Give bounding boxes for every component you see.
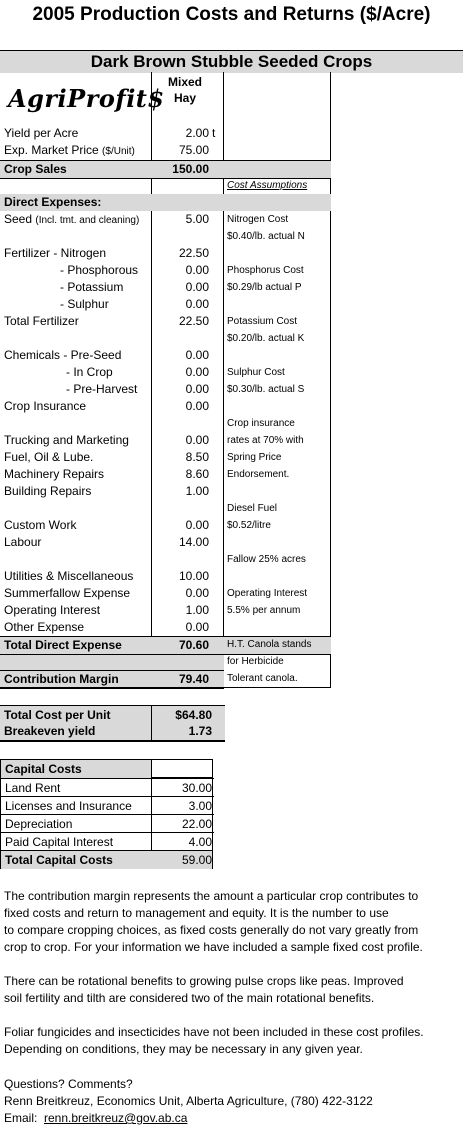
note-line: Nitrogen Cost	[227, 214, 289, 225]
row-label: - Phosphorous	[60, 263, 139, 277]
note-line: Sulphur Cost	[227, 367, 285, 378]
capital-row	[1, 814, 214, 833]
note-line: $0.29/lb actual P	[227, 282, 302, 293]
paragraph-line: There can be rotational benefits to growing pulse crops like peas. Improved	[4, 974, 404, 988]
page-subtitle: Dark Brown Stubble Seeded Crops	[0, 50, 463, 73]
row-label: Machinery Repairs	[4, 467, 105, 481]
note-line: $0.20/lb. actual K	[227, 333, 305, 344]
capital-costs-table	[0, 759, 213, 869]
row-label: Labour	[4, 535, 42, 549]
summary-label: Total Cost per Unit	[4, 708, 111, 722]
paragraph-line: crop to crop. For your information we have included a sample fixed cost profile.	[4, 940, 423, 954]
column-header-line2: Hay	[173, 91, 196, 105]
summary-label: Breakeven yield	[4, 724, 96, 738]
row-label: Yield per Acre	[4, 126, 79, 140]
note-line: $0.40/lb. actual N	[227, 231, 305, 242]
note-line: Spring Price	[227, 452, 282, 463]
row-value: 22.50	[178, 246, 209, 260]
note-line: $0.30/lb. actual S	[227, 384, 305, 395]
row-value: 0.00	[185, 348, 209, 362]
note-line: 5.5% per annum	[227, 605, 301, 616]
row-building-repairs	[0, 483, 331, 500]
contact-block	[4, 1076, 460, 1127]
note-line: Operating Interest	[227, 588, 308, 599]
capital-header-label: Capital Costs	[5, 762, 82, 776]
paragraph-line: Foliar fungicides and insecticides have not been included in these cost profiles.	[4, 1025, 424, 1039]
capital-total-label: Total Capital Costs	[5, 853, 113, 867]
contact-line1: Questions? Comments?	[4, 1077, 133, 1091]
row-market-price	[0, 142, 331, 159]
row-value: 5.00	[185, 212, 209, 226]
cost-assumptions-header: Cost Assumptions	[227, 180, 308, 191]
row-value: 0.00	[185, 620, 209, 634]
capital-total-row	[1, 850, 212, 869]
contact-line2: Renn Breitkreuz, Economics Unit, Alberta Agriculture, (780) 422-3122	[4, 1094, 373, 1108]
contact-email-line	[4, 1110, 460, 1127]
paragraph-line: to compare cropping choices, as fixed costs generally do not vary greatly from	[4, 923, 419, 937]
paragraph-rotational-benefits	[4, 973, 460, 1007]
column-header-line1: Mixed	[167, 75, 202, 89]
paragraph-line: soil fertility and tilth are considered two of the main rotational benefits.	[4, 991, 375, 1005]
row-chemicals-preseed	[0, 347, 331, 364]
capital-row-label: Licenses and Insurance	[5, 799, 132, 813]
row-label-note: ($/Unit)	[102, 146, 135, 157]
note-line: Diesel Fuel	[227, 503, 278, 514]
row-value: 79.40	[178, 672, 209, 686]
row-value: 70.60	[178, 638, 209, 652]
row-label: Building Repairs	[4, 484, 92, 498]
email-link[interactable]: renn.breitkreuz@gov.ab.ca	[44, 1111, 188, 1125]
row-label: Operating Interest	[4, 603, 101, 617]
row-label: - Pre-Harvest	[66, 382, 138, 396]
summary-row	[0, 707, 225, 723]
note-line: Crop insurance	[227, 418, 295, 429]
row-value: 8.50	[185, 450, 209, 464]
note-line: Endorsement.	[227, 469, 290, 480]
page-title: 2005 Production Costs and Returns ($/Acre)	[32, 4, 431, 25]
note-line: for Herbicide	[227, 656, 284, 667]
paragraph-line: fixed costs and return to management and equity. It is the number to use	[4, 906, 389, 920]
row-label: Fuel, Oil & Lube.	[4, 450, 94, 464]
row-label: Custom Work	[4, 518, 77, 532]
row-direct-expenses-header	[0, 194, 331, 211]
row-value: 0.00	[185, 297, 209, 311]
paragraph-line: Depending on conditions, they may be necessary in any given year.	[4, 1042, 363, 1056]
row-label: - Sulphur	[60, 297, 109, 311]
summary-row	[0, 723, 225, 739]
capital-row	[1, 832, 214, 851]
row-value: 75.00	[178, 143, 209, 157]
row-label: - Potassium	[60, 280, 124, 294]
row-value: 10.00	[178, 569, 209, 583]
note-line: rates at 70% with	[227, 435, 304, 446]
row-sulphur	[0, 296, 331, 313]
capital-row-value: 3.00	[188, 799, 212, 813]
paragraph-fungicides	[4, 1024, 460, 1058]
note-line: Tolerant canola.	[227, 673, 298, 684]
row-unit: t	[212, 126, 216, 140]
row-yield	[0, 125, 331, 142]
capital-row-value: 4.00	[188, 835, 212, 849]
row-value: 0.00	[185, 518, 209, 532]
note-line: Potassium Cost	[227, 316, 298, 327]
capital-row-value: 30.00	[181, 781, 212, 795]
note-line: Phosphorus Cost	[227, 265, 304, 276]
summary-value: $64.80	[175, 708, 212, 722]
note-line: $0.52/litre	[227, 520, 271, 531]
capital-row-label: Land Rent	[5, 781, 61, 795]
row-label: Crop Sales	[4, 162, 67, 176]
note-line: Fallow 25% acres	[227, 554, 306, 565]
row-label: Fertilizer - Nitrogen	[4, 246, 107, 260]
row-label: Contribution Margin	[4, 672, 119, 686]
email-label: Email:	[4, 1111, 38, 1125]
row-value: 0.00	[185, 280, 209, 294]
summary-table	[0, 705, 225, 742]
row-value: 0.00	[185, 382, 209, 396]
row-label: Chemicals - Pre-Seed	[4, 348, 122, 362]
row-value: 0.00	[185, 399, 209, 413]
capital-total-value: 59.00	[181, 853, 212, 867]
summary-value: 1.73	[188, 724, 212, 738]
row-value: 0.00	[185, 586, 209, 600]
row-label: Utilities & Miscellaneous	[4, 569, 134, 583]
row-value: 0.00	[185, 263, 209, 277]
capital-header	[1, 760, 151, 778]
row-value: 0.00	[185, 433, 209, 447]
row-value: 8.60	[185, 467, 209, 481]
row-value: 14.00	[178, 535, 209, 549]
paragraph-line: The contribution margin represents the amount a particular crop contributes to	[4, 889, 419, 903]
capital-row-value: 22.00	[181, 817, 212, 831]
paragraph-contribution-margin	[4, 888, 460, 956]
row-label: Other Expense	[4, 620, 85, 634]
row-value: 1.00	[185, 603, 209, 617]
column-header	[155, 74, 215, 106]
note-line: H.T. Canola stands	[227, 639, 312, 650]
row-label: Direct Expenses:	[4, 195, 102, 209]
row-value: 22.50	[178, 314, 209, 328]
row-labour	[0, 534, 331, 551]
row-label: Crop Insurance	[4, 399, 87, 413]
row-value: 150.00	[172, 162, 209, 176]
capital-row-label: Paid Capital Interest	[5, 835, 114, 849]
agriprofit-logo: AgriProfit$	[8, 84, 165, 113]
row-utilities	[0, 568, 331, 585]
row-value: 1.00	[185, 484, 209, 498]
row-nitrogen	[0, 245, 331, 262]
row-label: Summerfallow Expense	[4, 586, 131, 600]
row-other-expense	[0, 619, 331, 636]
row-label: Total Fertilizer	[4, 314, 79, 328]
shaded-spacer	[0, 655, 224, 670]
capital-row-label: Depreciation	[5, 817, 73, 831]
row-value: 2.00	[185, 126, 209, 140]
row-label: Exp. Market Price	[4, 143, 99, 157]
row-label: Trucking and Marketing	[4, 433, 129, 447]
row-crop-insurance	[0, 398, 331, 415]
row-label: - In Crop	[66, 365, 113, 379]
row-custom-work	[0, 517, 331, 534]
row-label: Total Direct Expense	[4, 638, 122, 652]
capital-row	[1, 778, 214, 797]
row-label-note: (Incl. tmt. and cleaning)	[35, 215, 140, 226]
capital-row	[1, 796, 214, 815]
row-value: 0.00	[185, 365, 209, 379]
row-label: Seed	[4, 212, 33, 226]
